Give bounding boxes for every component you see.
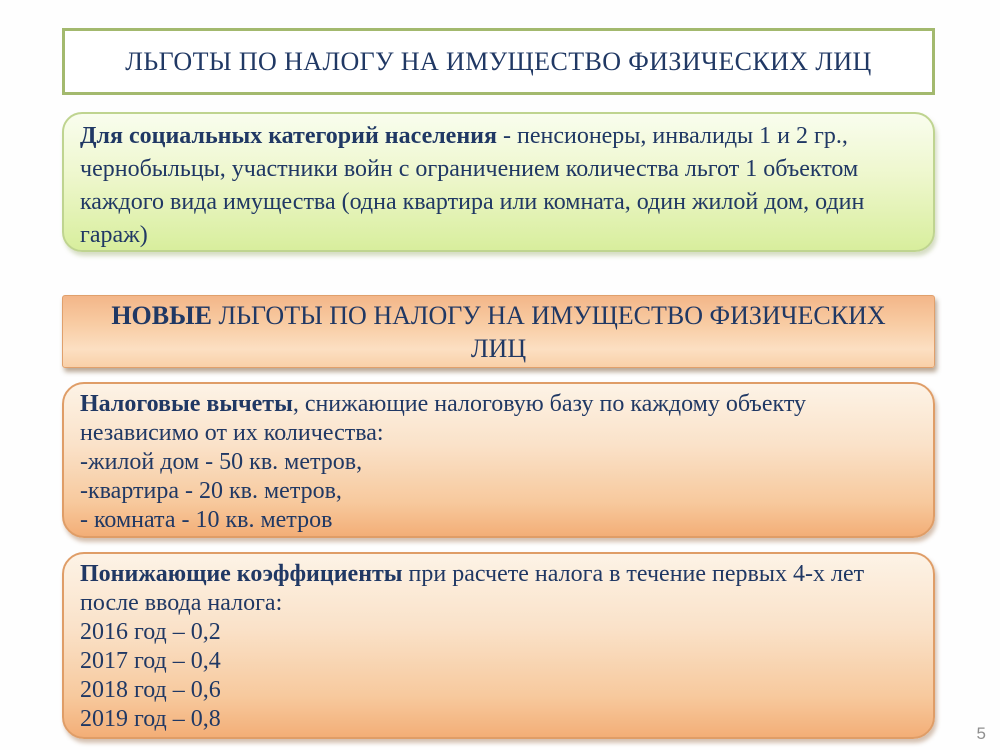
line-text-segment: -квартира - 20 кв. метров, xyxy=(80,478,342,504)
line-text-segment: - комната - 10 кв. метров xyxy=(80,507,333,533)
text-line xyxy=(80,506,933,535)
line-bold-segment: Налоговые вычеты xyxy=(80,391,293,417)
line-text-segment: - пенсионеры, инвалиды 1 и 2 гр., xyxy=(496,123,848,149)
text-line xyxy=(80,589,933,618)
line-text-segment: независимо от их количества: xyxy=(80,420,384,446)
text-line xyxy=(80,676,933,705)
line-text-segment: 2017 год – 0,4 xyxy=(80,648,221,674)
text-line xyxy=(80,618,933,647)
line-text-segment: при расчете налога в течение первых 4-х лет xyxy=(402,561,865,587)
line-bold-segment: НОВЫЕ xyxy=(111,300,212,330)
line-text-segment: чернобыльцы, участники войн с ограничением количества льгот 1 объектом xyxy=(80,156,859,182)
text-line xyxy=(80,560,933,589)
line-text-segment: 2018 год – 0,6 xyxy=(80,677,221,703)
slide-title: ЛЬГОТЫ ПО НАЛОГУ НА ИМУЩЕСТВО ФИЗИЧЕСКИХ ЛИЦ xyxy=(125,46,872,76)
tax-deductions-box xyxy=(62,382,935,538)
line-text-segment: каждого вида имущества (одна квартира или комната, один жилой дом, один xyxy=(80,189,865,215)
text-line xyxy=(80,647,933,676)
text-line xyxy=(80,448,933,477)
line-text-segment: -жилой дом - 50 кв. метров, xyxy=(80,449,363,475)
line-text-segment: , снижающие налоговую базу по каждому объекту xyxy=(292,391,807,417)
text-line xyxy=(80,120,933,153)
line-text-segment: после ввода налога: xyxy=(80,590,283,616)
text-line xyxy=(80,419,933,448)
line-text-segment: 2016 год – 0,2 xyxy=(80,619,221,645)
reducing-coefficients-box xyxy=(62,552,935,739)
text-line xyxy=(80,186,933,219)
new-benefits-header xyxy=(62,295,935,368)
text-line xyxy=(80,477,933,506)
text-line xyxy=(80,219,933,252)
text-line xyxy=(80,390,933,419)
line-text-segment: гараж) xyxy=(80,222,148,248)
social-categories-box xyxy=(62,112,935,252)
line-text-segment: ЛИЦ xyxy=(470,333,527,363)
page-number: 5 xyxy=(976,724,986,743)
line-bold-segment: Для социальных категорий населения xyxy=(80,123,497,149)
text-line xyxy=(80,153,933,186)
text-line xyxy=(111,299,885,332)
line-bold-segment: Понижающие коэффициенты xyxy=(80,561,403,587)
slide-title-box xyxy=(62,28,935,95)
text-line xyxy=(471,332,526,365)
line-text-segment: 2019 год – 0,8 xyxy=(80,706,221,732)
text-line xyxy=(80,705,933,734)
line-text-segment: ЛЬГОТЫ ПО НАЛОГУ НА ИМУЩЕСТВО ФИЗИЧЕСКИХ xyxy=(211,300,886,330)
